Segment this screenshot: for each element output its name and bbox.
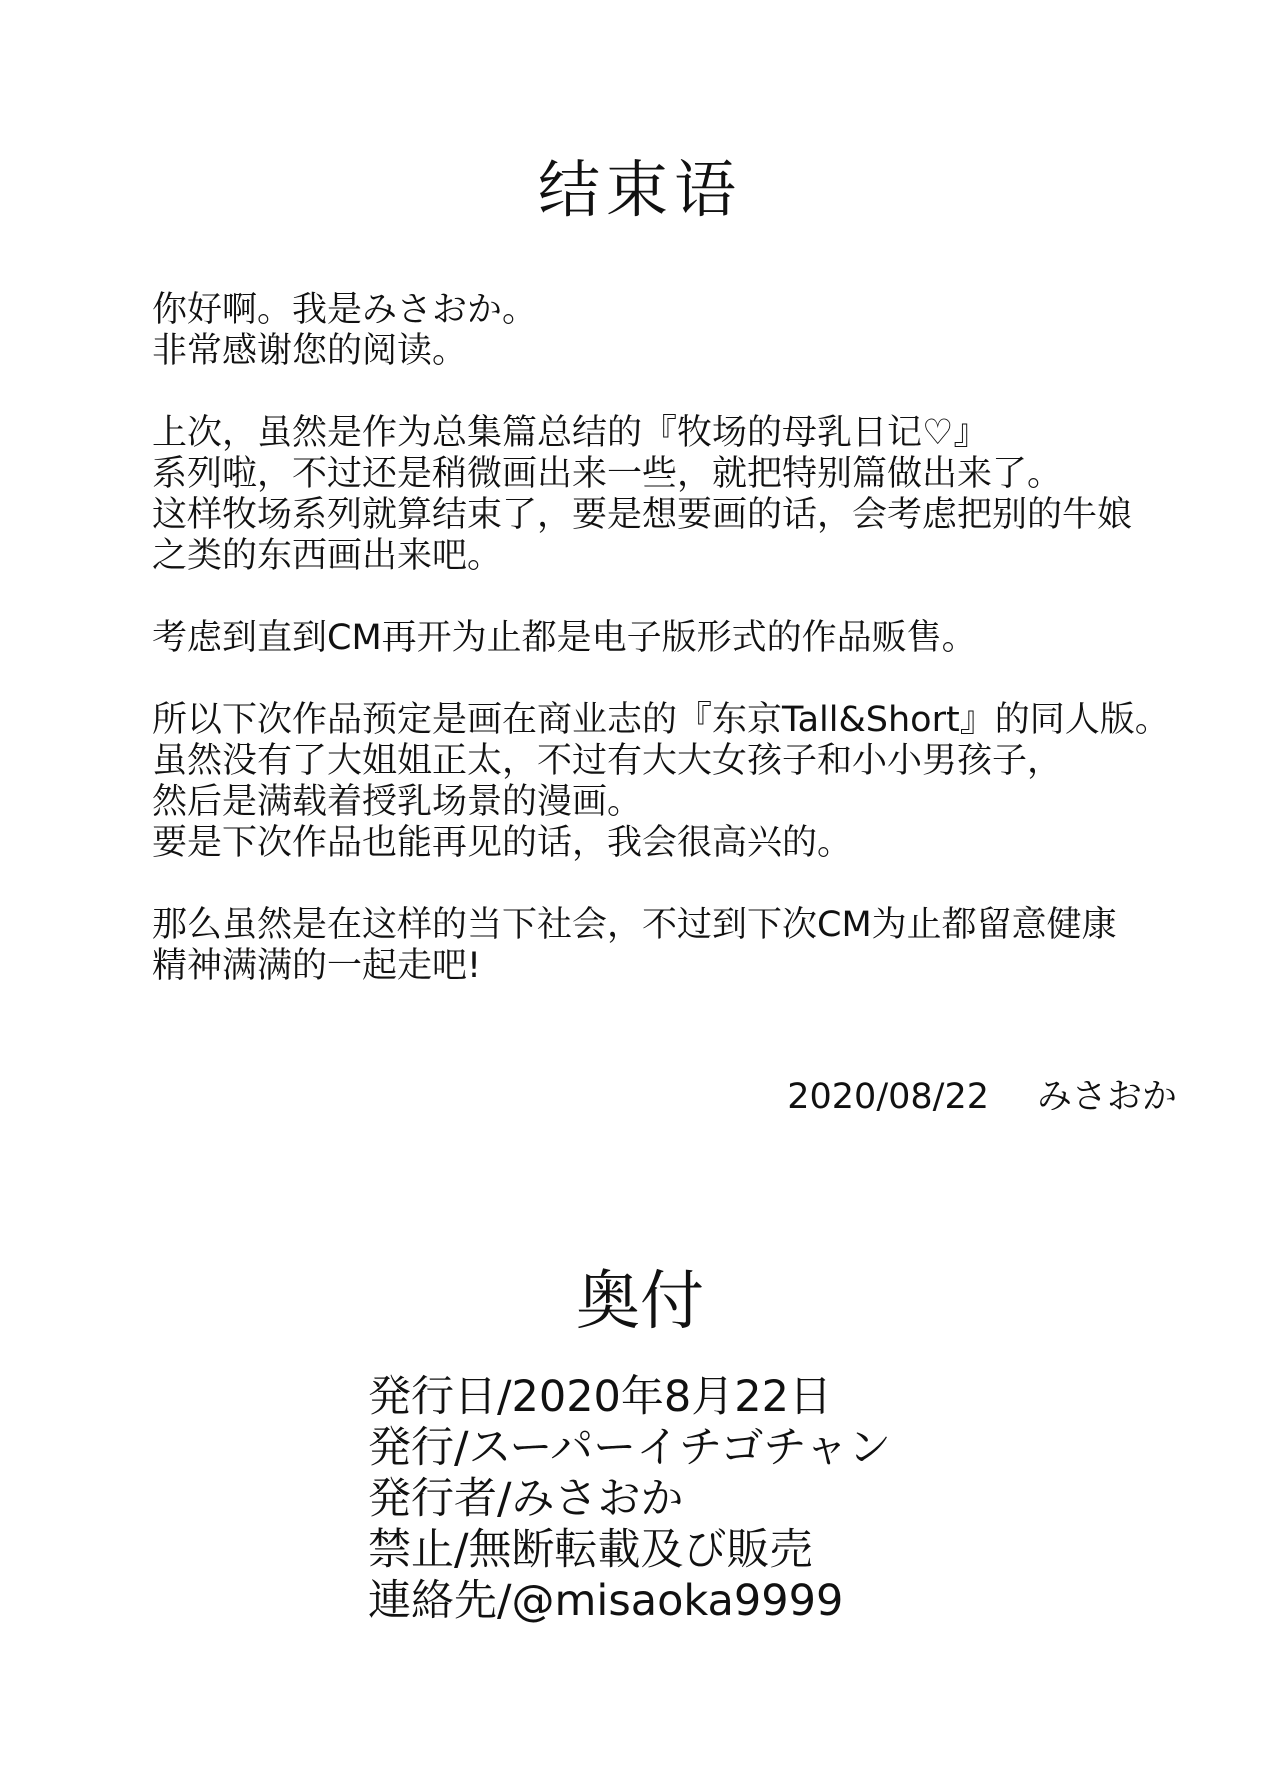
colophon-publish-date: 発行日/2020年8月22日 xyxy=(368,1372,832,1422)
text-line: 系列啦，不过还是稍微画出来一些，就把特别篇做出来了。 xyxy=(152,454,1063,494)
text-line: 考虑到直到CM再开为止都是电子版形式的作品贩售。 xyxy=(152,618,977,658)
signature-author: みさおか xyxy=(1036,1077,1177,1117)
text-line: 所以下次作品预定是画在商业志的『东京Tall&Short』的同人版。 xyxy=(152,700,1170,740)
text-line: 这样牧场系列就算结束了，要是想要画的话，会考虑把别的牛娘 xyxy=(152,495,1133,535)
text-line: 那么虽然是在这样的当下社会，不过到下次CM为止都留意健康 xyxy=(152,905,1117,945)
text-line: 你好啊。我是みさおか。 xyxy=(152,290,538,330)
text-line: 要是下次作品也能再见的话，我会很高兴的。 xyxy=(152,823,853,863)
colophon-author: 発行者/みさおか xyxy=(368,1474,684,1524)
afterword-paragraph xyxy=(152,618,1152,659)
colophon-prohibition: 禁止/無断転載及び販売 xyxy=(368,1525,813,1575)
colophon-contact: 連絡先/@misaoka9999 xyxy=(368,1576,844,1626)
colophon-publisher: 発行/スーパーイチゴチャン xyxy=(368,1423,892,1473)
afterword-paragraph xyxy=(152,905,1152,987)
afterword-title: 结束语 xyxy=(537,153,742,226)
text-line: 非常感谢您的阅读。 xyxy=(152,331,468,371)
text-line: 之类的东西画出来吧。 xyxy=(152,536,503,576)
signature-date: 2020/08/22 xyxy=(787,1077,989,1117)
afterword-body xyxy=(152,290,1170,987)
text-line: 上次，虽然是作为总集篇总结的『牧场的母乳日记♡』 xyxy=(152,413,989,453)
text-line: 虽然没有了大姐姐正太，不过有大大女孩子和小小男孩子， xyxy=(152,741,1063,781)
signature xyxy=(787,1075,1177,1119)
text-line: 然后是满载着授乳场景的漫画。 xyxy=(152,782,643,822)
afterword-paragraph xyxy=(152,413,1152,577)
afterword-paragraph xyxy=(152,700,1170,864)
colophon xyxy=(368,1372,1168,1627)
text-line: 精神满满的一起走吧! xyxy=(152,946,482,986)
colophon-title: 奥付 xyxy=(576,1265,704,1339)
afterword-paragraph xyxy=(152,290,1152,372)
